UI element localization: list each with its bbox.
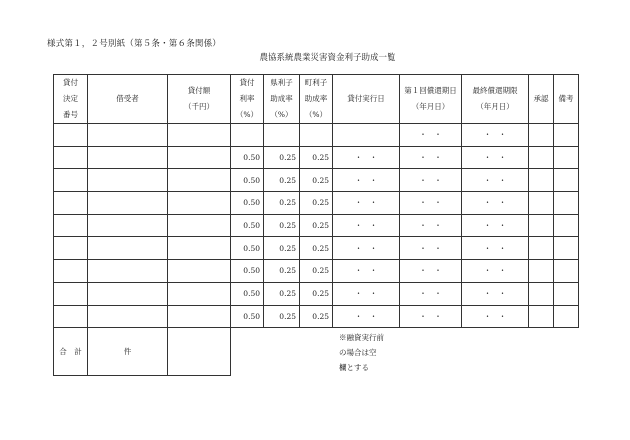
cell-borrower	[88, 237, 168, 260]
cell-decision-no	[54, 124, 88, 147]
cell-exec-date: ・ ・	[333, 169, 400, 192]
header-final-repay-line2: （年月日）	[476, 102, 514, 111]
cell-decision-no	[54, 282, 88, 305]
cell-first-repay: ・ ・	[400, 124, 462, 147]
cell-remarks	[554, 124, 579, 147]
cell-pref-rate: 0.25	[264, 305, 300, 328]
header-decision-no-line1: 貸付	[63, 78, 78, 87]
cell-town-rate	[300, 124, 333, 147]
cell-exec-date: ・ ・	[333, 214, 400, 237]
cell-approval	[529, 192, 554, 215]
note-line: の場合は空	[339, 348, 377, 358]
cell-loan-amount	[168, 214, 231, 237]
cell-loan-amount	[168, 260, 231, 283]
cell-first-repay: ・ ・	[400, 192, 462, 215]
header-approval: 承認	[529, 75, 554, 124]
cell-final-repay: ・ ・	[462, 282, 529, 305]
cell-exec-date: ・ ・	[333, 282, 400, 305]
cell-approval	[529, 237, 554, 260]
totals-row	[54, 328, 579, 376]
header-final-repay-line1: 最終償還期限	[472, 86, 518, 95]
header-first-repay-line2: （年月日）	[411, 102, 450, 111]
cell-loan-rate: 0.50	[231, 305, 264, 328]
cell-remarks	[554, 214, 579, 237]
header-pref-rate-line1: 県利子	[270, 78, 293, 87]
header-remarks: 備考	[554, 75, 579, 124]
header-decision-no	[54, 75, 88, 124]
cell-pref-rate: 0.25	[264, 282, 300, 305]
cell-approval	[529, 146, 554, 169]
cell-pref-rate: 0.25	[264, 192, 300, 215]
table-row	[54, 260, 579, 283]
cell-loan-amount	[168, 146, 231, 169]
table-row	[54, 146, 579, 169]
cell-first-repay: ・ ・	[400, 146, 462, 169]
cell-final-repay: ・ ・	[462, 260, 529, 283]
cell-exec-date	[333, 124, 400, 147]
cell-remarks	[554, 237, 579, 260]
cell-loan-amount	[168, 192, 231, 215]
cell-borrower	[88, 192, 168, 215]
cell-remarks	[554, 192, 579, 215]
cell-borrower	[88, 305, 168, 328]
cell-town-rate: 0.25	[300, 282, 333, 305]
cell-pref-rate: 0.25	[264, 169, 300, 192]
cell-town-rate: 0.25	[300, 305, 333, 328]
header-loan-amount-line2: （千円）	[184, 102, 214, 111]
cell-approval	[529, 260, 554, 283]
form-reference: 様式第１，２号別紙（第５条・第６条関係）	[47, 39, 222, 49]
header-exec-date: 貸付実行日	[333, 75, 400, 124]
totals-label: 合 計	[54, 328, 88, 376]
cell-approval	[529, 282, 554, 305]
header-borrower: 借受者	[88, 75, 168, 124]
header-final-repay	[462, 75, 529, 124]
header-loan-rate-line1: 貸付	[239, 78, 255, 87]
cell-pref-rate: 0.25	[264, 146, 300, 169]
header-loan-rate-line3: （%）	[235, 110, 259, 119]
note-cell	[231, 328, 579, 376]
cell-pref-rate: 0.25	[264, 214, 300, 237]
cell-final-repay: ・ ・	[462, 124, 529, 147]
cell-pref-rate: 0.25	[264, 260, 300, 283]
cell-first-repay: ・ ・	[400, 260, 462, 283]
cell-loan-rate: 0.50	[231, 192, 264, 215]
cell-town-rate: 0.25	[300, 237, 333, 260]
header-first-repay	[400, 75, 462, 124]
header-town-rate-line1: 町利子	[304, 78, 328, 87]
table-row	[54, 124, 579, 147]
cell-decision-no	[54, 305, 88, 328]
cell-pref-rate: 0.25	[264, 237, 300, 260]
cell-final-repay: ・ ・	[462, 169, 529, 192]
cell-town-rate: 0.25	[300, 192, 333, 215]
cell-final-repay: ・ ・	[462, 237, 529, 260]
cell-loan-rate: 0.50	[231, 260, 264, 283]
cell-loan-amount	[168, 124, 231, 147]
header-loan-amount-line1: 貸付額	[187, 86, 211, 95]
table-row	[54, 237, 579, 260]
cell-borrower	[88, 214, 168, 237]
document-title: 農協系統農業災害資金利子助成一覧	[259, 53, 396, 63]
cell-final-repay: ・ ・	[462, 146, 529, 169]
cell-loan-amount	[168, 237, 231, 260]
header-row	[54, 75, 579, 124]
cell-approval	[529, 124, 554, 147]
subsidy-table	[53, 74, 579, 376]
cell-first-repay: ・ ・	[400, 214, 462, 237]
cell-remarks	[554, 146, 579, 169]
cell-approval	[529, 169, 554, 192]
cell-loan-amount	[168, 282, 231, 305]
cell-borrower	[88, 260, 168, 283]
table-row	[54, 305, 579, 328]
cell-first-repay: ・ ・	[400, 169, 462, 192]
cell-decision-no	[54, 146, 88, 169]
cell-exec-date: ・ ・	[333, 192, 400, 215]
header-town-rate-line2: 助成率	[304, 94, 328, 103]
cell-loan-amount	[168, 169, 231, 192]
cell-loan-rate: 0.50	[231, 282, 264, 305]
cell-borrower	[88, 146, 168, 169]
cell-town-rate: 0.25	[300, 260, 333, 283]
cell-decision-no	[54, 169, 88, 192]
cell-exec-date: ・ ・	[333, 146, 400, 169]
header-decision-no-line3: 番号	[63, 110, 78, 119]
cell-borrower	[88, 282, 168, 305]
cell-first-repay: ・ ・	[400, 282, 462, 305]
cell-town-rate: 0.25	[300, 214, 333, 237]
cell-final-repay: ・ ・	[462, 192, 529, 215]
cell-town-rate: 0.25	[300, 146, 333, 169]
table-row	[54, 282, 579, 305]
cell-exec-date: ・ ・	[333, 237, 400, 260]
table-row	[54, 192, 579, 215]
cell-loan-rate: 0.50	[231, 146, 264, 169]
cell-decision-no	[54, 260, 88, 283]
cell-remarks	[554, 305, 579, 328]
cell-final-repay: ・ ・	[462, 214, 529, 237]
cell-exec-date: ・ ・	[333, 305, 400, 328]
totals-amount	[168, 328, 231, 376]
cell-approval	[529, 214, 554, 237]
cell-decision-no	[54, 237, 88, 260]
note-line: ※融資実行前	[339, 333, 384, 343]
cell-remarks	[554, 260, 579, 283]
header-loan-rate-line2: 利率	[239, 94, 255, 103]
cell-remarks	[554, 169, 579, 192]
table-row	[54, 169, 579, 192]
cell-first-repay: ・ ・	[400, 305, 462, 328]
cell-exec-date: ・ ・	[333, 260, 400, 283]
header-loan-amount	[168, 75, 231, 124]
cell-first-repay: ・ ・	[400, 237, 462, 260]
header-pref-rate-line2: 助成率	[270, 94, 293, 103]
header-first-repay-line1: 第１回償還期日	[404, 86, 457, 95]
cell-final-repay: ・ ・	[462, 305, 529, 328]
header-town-rate	[300, 75, 333, 124]
header-pref-rate	[264, 75, 300, 124]
cell-borrower	[88, 124, 168, 147]
cell-loan-amount	[168, 305, 231, 328]
table-row	[54, 214, 579, 237]
cell-decision-no	[54, 192, 88, 215]
cell-decision-no	[54, 214, 88, 237]
header-pref-rate-line3: （%）	[270, 110, 293, 119]
cell-borrower	[88, 169, 168, 192]
cell-loan-rate: 0.50	[231, 214, 264, 237]
totals-count-unit: 件	[88, 328, 168, 376]
cell-loan-rate: 0.50	[231, 169, 264, 192]
note-line: 欄とする	[339, 363, 369, 373]
cell-loan-rate	[231, 124, 264, 147]
header-town-rate-line3: （%）	[304, 110, 328, 119]
cell-town-rate: 0.25	[300, 169, 333, 192]
header-loan-rate	[231, 75, 264, 124]
cell-approval	[529, 305, 554, 328]
cell-remarks	[554, 282, 579, 305]
header-decision-no-line2: 決定	[63, 94, 78, 103]
cell-loan-rate: 0.50	[231, 237, 264, 260]
cell-pref-rate	[264, 124, 300, 147]
